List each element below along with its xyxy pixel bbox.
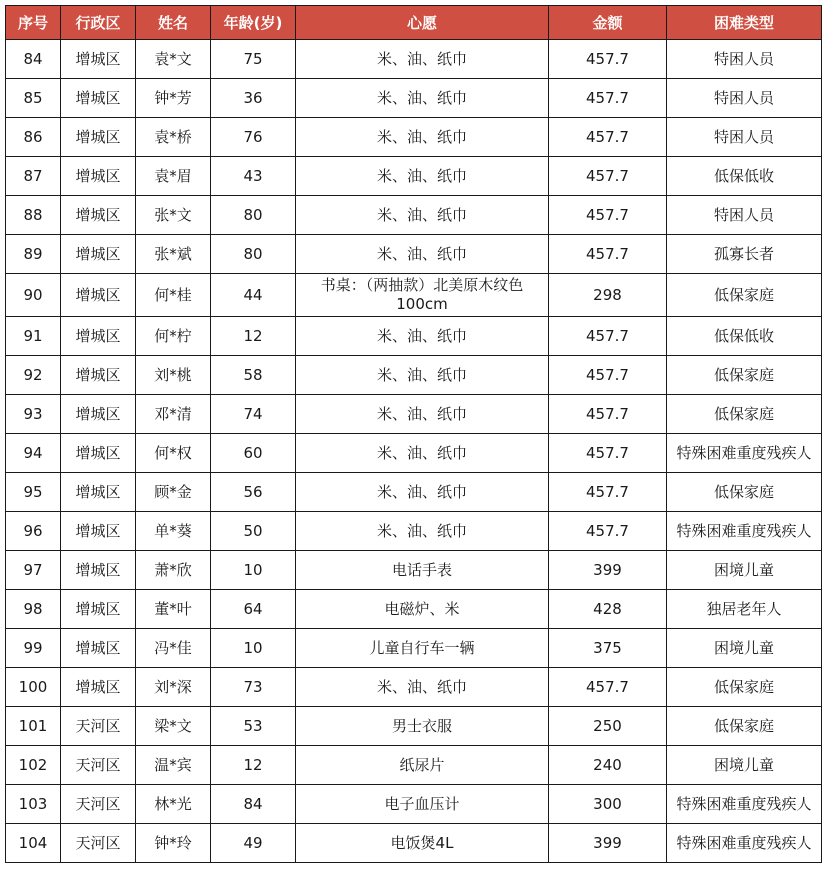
cell-age: 12 (211, 746, 296, 785)
cell-index: 103 (6, 785, 61, 824)
cell-wish: 米、油、纸巾 (296, 395, 549, 434)
cell-wish: 米、油、纸巾 (296, 40, 549, 79)
cell-hardship-type: 低保家庭 (667, 356, 822, 395)
cell-index: 90 (6, 274, 61, 317)
table-body (6, 40, 822, 863)
cell-amount: 457.7 (549, 356, 667, 395)
cell-amount: 457.7 (549, 473, 667, 512)
cell-name: 何*权 (136, 434, 211, 473)
cell-wish: 电话手表 (296, 551, 549, 590)
table-row (6, 196, 822, 235)
cell-index: 84 (6, 40, 61, 79)
cell-index: 96 (6, 512, 61, 551)
cell-name: 冯*佳 (136, 629, 211, 668)
table-row (6, 118, 822, 157)
cell-wish: 米、油、纸巾 (296, 668, 549, 707)
cell-amount: 457.7 (549, 434, 667, 473)
cell-name: 张*斌 (136, 235, 211, 274)
cell-hardship-type: 困境儿童 (667, 746, 822, 785)
table-row (6, 824, 822, 863)
cell-index: 91 (6, 317, 61, 356)
cell-district: 天河区 (61, 746, 136, 785)
cell-hardship-type: 孤寡长者 (667, 235, 822, 274)
header-name: 姓名 (136, 6, 211, 40)
cell-amount: 457.7 (549, 118, 667, 157)
cell-name: 顾*金 (136, 473, 211, 512)
cell-age: 75 (211, 40, 296, 79)
header-wish: 心愿 (296, 6, 549, 40)
cell-index: 99 (6, 629, 61, 668)
header-district: 行政区 (61, 6, 136, 40)
table-row (6, 79, 822, 118)
table-row (6, 668, 822, 707)
cell-amount: 457.7 (549, 395, 667, 434)
cell-district: 增城区 (61, 274, 136, 317)
table-row (6, 235, 822, 274)
cell-name: 袁*桥 (136, 118, 211, 157)
cell-age: 36 (211, 79, 296, 118)
cell-name: 刘*深 (136, 668, 211, 707)
cell-amount: 428 (549, 590, 667, 629)
cell-amount: 457.7 (549, 668, 667, 707)
cell-name: 袁*文 (136, 40, 211, 79)
cell-amount: 240 (549, 746, 667, 785)
table-row (6, 356, 822, 395)
cell-amount: 298 (549, 274, 667, 317)
cell-age: 12 (211, 317, 296, 356)
table-row (6, 512, 822, 551)
cell-amount: 399 (549, 824, 667, 863)
cell-age: 80 (211, 235, 296, 274)
cell-amount: 399 (549, 551, 667, 590)
cell-wish: 米、油、纸巾 (296, 235, 549, 274)
wish-list-table (5, 5, 822, 863)
cell-age: 76 (211, 118, 296, 157)
cell-amount: 457.7 (549, 79, 667, 118)
wish-list-table-container (5, 5, 822, 863)
cell-hardship-type: 特困人员 (667, 79, 822, 118)
cell-wish: 电子血压计 (296, 785, 549, 824)
cell-amount: 457.7 (549, 235, 667, 274)
header-amount: 金额 (549, 6, 667, 40)
cell-district: 增城区 (61, 79, 136, 118)
cell-hardship-type: 低保低收 (667, 157, 822, 196)
cell-age: 50 (211, 512, 296, 551)
cell-district: 增城区 (61, 235, 136, 274)
cell-amount: 457.7 (549, 40, 667, 79)
cell-hardship-type: 特困人员 (667, 196, 822, 235)
cell-hardship-type: 特殊困难重度残疾人 (667, 824, 822, 863)
cell-hardship-type: 困境儿童 (667, 551, 822, 590)
cell-wish: 米、油、纸巾 (296, 157, 549, 196)
cell-district: 增城区 (61, 473, 136, 512)
cell-hardship-type: 困境儿童 (667, 629, 822, 668)
cell-district: 天河区 (61, 785, 136, 824)
cell-district: 增城区 (61, 629, 136, 668)
cell-hardship-type: 低保家庭 (667, 668, 822, 707)
table-row (6, 317, 822, 356)
cell-district: 增城区 (61, 395, 136, 434)
cell-hardship-type: 低保低收 (667, 317, 822, 356)
cell-hardship-type: 特困人员 (667, 118, 822, 157)
cell-wish: 儿童自行车一辆 (296, 629, 549, 668)
cell-name: 刘*桃 (136, 356, 211, 395)
cell-district: 增城区 (61, 551, 136, 590)
cell-district: 增城区 (61, 118, 136, 157)
cell-name: 林*光 (136, 785, 211, 824)
cell-age: 44 (211, 274, 296, 317)
cell-index: 97 (6, 551, 61, 590)
cell-hardship-type: 特殊困难重度残疾人 (667, 434, 822, 473)
cell-amount: 457.7 (549, 196, 667, 235)
cell-index: 95 (6, 473, 61, 512)
cell-name: 何*柠 (136, 317, 211, 356)
cell-amount: 457.7 (549, 512, 667, 551)
cell-name: 董*叶 (136, 590, 211, 629)
cell-hardship-type: 特困人员 (667, 40, 822, 79)
table-row (6, 157, 822, 196)
cell-age: 10 (211, 551, 296, 590)
cell-age: 10 (211, 629, 296, 668)
cell-wish: 电磁炉、米 (296, 590, 549, 629)
cell-district: 增城区 (61, 590, 136, 629)
cell-index: 98 (6, 590, 61, 629)
cell-index: 93 (6, 395, 61, 434)
cell-name: 钟*芳 (136, 79, 211, 118)
cell-wish: 男士衣服 (296, 707, 549, 746)
cell-wish: 米、油、纸巾 (296, 356, 549, 395)
cell-amount: 250 (549, 707, 667, 746)
cell-index: 92 (6, 356, 61, 395)
table-row (6, 473, 822, 512)
cell-wish: 米、油、纸巾 (296, 79, 549, 118)
cell-index: 94 (6, 434, 61, 473)
cell-amount: 375 (549, 629, 667, 668)
cell-district: 增城区 (61, 317, 136, 356)
cell-district: 增城区 (61, 157, 136, 196)
cell-wish: 电饭煲4L (296, 824, 549, 863)
cell-wish: 纸尿片 (296, 746, 549, 785)
cell-district: 增城区 (61, 668, 136, 707)
cell-index: 104 (6, 824, 61, 863)
cell-name: 温*宾 (136, 746, 211, 785)
cell-wish: 米、油、纸巾 (296, 434, 549, 473)
cell-hardship-type: 低保家庭 (667, 274, 822, 317)
cell-name: 梁*文 (136, 707, 211, 746)
table-row (6, 746, 822, 785)
cell-hardship-type: 独居老年人 (667, 590, 822, 629)
cell-wish: 米、油、纸巾 (296, 196, 549, 235)
cell-district: 增城区 (61, 196, 136, 235)
cell-name: 何*桂 (136, 274, 211, 317)
cell-amount: 457.7 (549, 157, 667, 196)
cell-age: 80 (211, 196, 296, 235)
cell-index: 88 (6, 196, 61, 235)
table-row (6, 590, 822, 629)
cell-amount: 300 (549, 785, 667, 824)
cell-age: 74 (211, 395, 296, 434)
cell-name: 单*葵 (136, 512, 211, 551)
cell-index: 85 (6, 79, 61, 118)
cell-hardship-type: 低保家庭 (667, 395, 822, 434)
table-row (6, 395, 822, 434)
cell-age: 56 (211, 473, 296, 512)
cell-name: 邓*清 (136, 395, 211, 434)
cell-index: 87 (6, 157, 61, 196)
cell-age: 43 (211, 157, 296, 196)
cell-age: 84 (211, 785, 296, 824)
table-row (6, 629, 822, 668)
cell-wish: 米、油、纸巾 (296, 118, 549, 157)
cell-age: 53 (211, 707, 296, 746)
cell-wish: 书桌：（两抽款）北美原木纹色 100cm (296, 274, 549, 317)
cell-age: 60 (211, 434, 296, 473)
header-hardship-type: 困难类型 (667, 6, 822, 40)
header-row (6, 6, 822, 40)
cell-index: 102 (6, 746, 61, 785)
cell-district: 增城区 (61, 434, 136, 473)
cell-hardship-type: 特殊困难重度残疾人 (667, 512, 822, 551)
cell-district: 增城区 (61, 40, 136, 79)
table-row (6, 40, 822, 79)
cell-district: 天河区 (61, 707, 136, 746)
table-row (6, 434, 822, 473)
cell-index: 100 (6, 668, 61, 707)
cell-district: 增城区 (61, 356, 136, 395)
cell-district: 增城区 (61, 512, 136, 551)
table-row (6, 274, 822, 317)
cell-age: 49 (211, 824, 296, 863)
cell-index: 101 (6, 707, 61, 746)
cell-hardship-type: 低保家庭 (667, 707, 822, 746)
cell-age: 73 (211, 668, 296, 707)
header-index: 序号 (6, 6, 61, 40)
cell-district: 天河区 (61, 824, 136, 863)
cell-name: 张*文 (136, 196, 211, 235)
cell-hardship-type: 低保家庭 (667, 473, 822, 512)
table-row (6, 785, 822, 824)
cell-index: 89 (6, 235, 61, 274)
header-age: 年龄(岁) (211, 6, 296, 40)
cell-wish: 米、油、纸巾 (296, 317, 549, 356)
table-row (6, 707, 822, 746)
cell-name: 钟*玲 (136, 824, 211, 863)
cell-age: 58 (211, 356, 296, 395)
cell-index: 86 (6, 118, 61, 157)
cell-wish: 米、油、纸巾 (296, 473, 549, 512)
cell-amount: 457.7 (549, 317, 667, 356)
cell-wish: 米、油、纸巾 (296, 512, 549, 551)
cell-name: 萧*欣 (136, 551, 211, 590)
cell-hardship-type: 特殊困难重度残疾人 (667, 785, 822, 824)
table-row (6, 551, 822, 590)
cell-age: 64 (211, 590, 296, 629)
cell-name: 袁*眉 (136, 157, 211, 196)
